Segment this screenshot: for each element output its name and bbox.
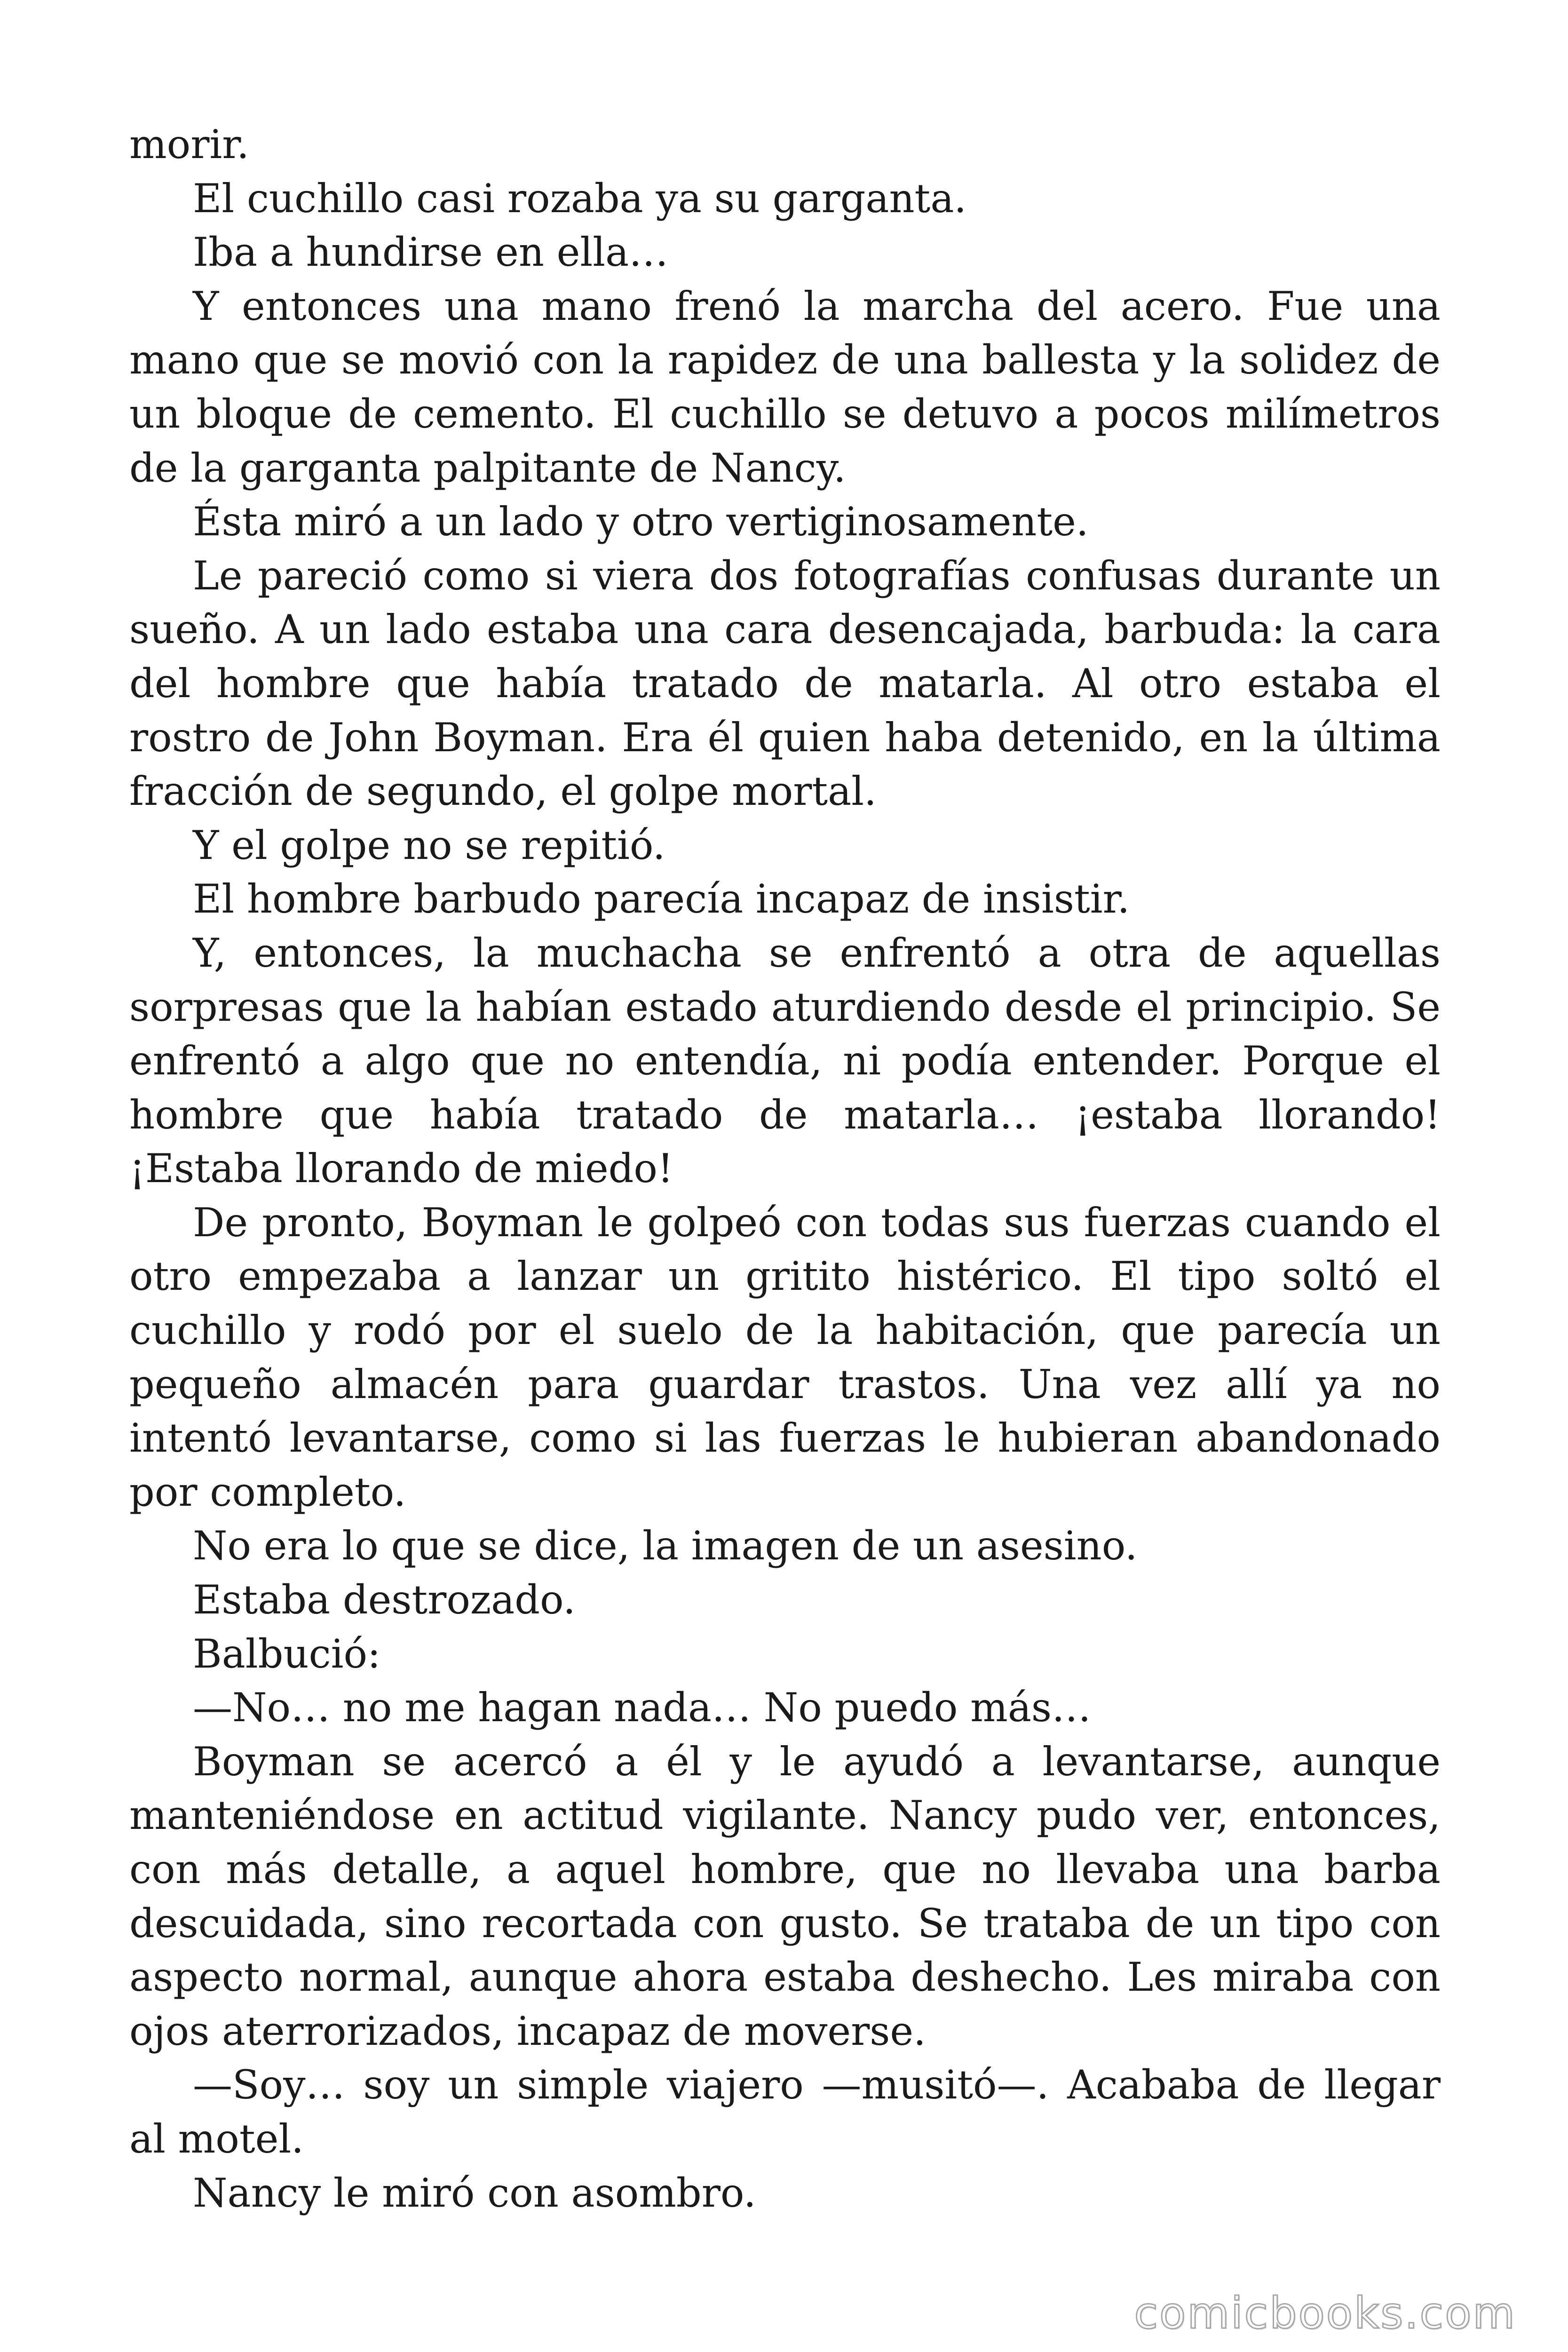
- page-body: [129, 118, 1441, 2220]
- paragraph: Nancy le miró con asombro.: [193, 2169, 756, 2216]
- paragraph: Balbució:: [193, 1630, 381, 1677]
- paragraph: Estaba destrozado.: [193, 1577, 576, 1623]
- paragraph: De pronto, Boyman le golpeó con todas sus fuerzas cuando el otro empezaba a lanzar un gritito histérico. El tipo soltó el cuchillo y rodó por el suelo de la habitación, que parecía un pequeño almacén para guardar trastos. Una vez allí ya no intentó levantarse, como si las fuerzas le hubieran abandonado por completo.: [129, 1199, 1441, 1515]
- paragraph: Y entonces una mano frenó la marcha del acero. Fue una mano que se movió con la rapidez de una ballesta y la solidez de un bloque de cemento. El cuchillo se detuvo a pocos milímetros de la garganta palpitante de Nancy.: [129, 283, 1441, 491]
- paragraph: —Soy… soy un simple viajero —musitó—. Acababa de llegar al motel.: [129, 2062, 1441, 2162]
- paragraph: —No… no me hagan nada… No puedo más…: [193, 1685, 1092, 1731]
- paragraph: Boyman se acercó a él y le ayudó a levantarse, aunque manteniéndose en actitud vigilante. Nancy pudo ver, entonces, con más detalle, a aquel hombre, que no llevaba una barba descuidada, sino recortada con gusto. Se trataba de un tipo con aspecto normal, aunque ahora estaba deshecho. Les miraba con ojos aterrorizados, incapaz de moverse.: [129, 1738, 1441, 2054]
- paragraph: morir.: [129, 121, 249, 167]
- paragraph: El hombre barbudo parecía incapaz de insistir.: [193, 876, 1130, 922]
- paragraph: El cuchillo casi rozaba ya su garganta.: [193, 175, 967, 222]
- paragraph: Ésta miró a un lado y otro vertiginosamente.: [193, 499, 1089, 545]
- paragraph: Iba a hundirse en ella…: [193, 229, 669, 276]
- paragraph: Y el golpe no se repitió.: [193, 822, 665, 868]
- paragraph: No era lo que se dice, la imagen de un asesino.: [193, 1523, 1138, 1569]
- watermark: comicbooks.com: [1134, 2288, 1516, 2338]
- paragraph: Le pareció como si viera dos fotografías confusas durante un sueño. A un lado estaba una cara desencajada, barbuda: la cara del hombre que había tratado de matarla. Al otro estaba el rostro de John Boyman. Era él quien haba detenido, en la última fracción de segundo, el golpe mortal.: [129, 552, 1441, 815]
- paragraph: Y, entonces, la muchacha se enfrentó a otra de aquellas sorpresas que la habían estado aturdiendo desde el principio. Se enfrentó a algo que no entendía, ni podía entender. Porque el hombre que había tratado de matarla… ¡estaba llorando! ¡Estaba llorando de miedo!: [129, 930, 1441, 1192]
